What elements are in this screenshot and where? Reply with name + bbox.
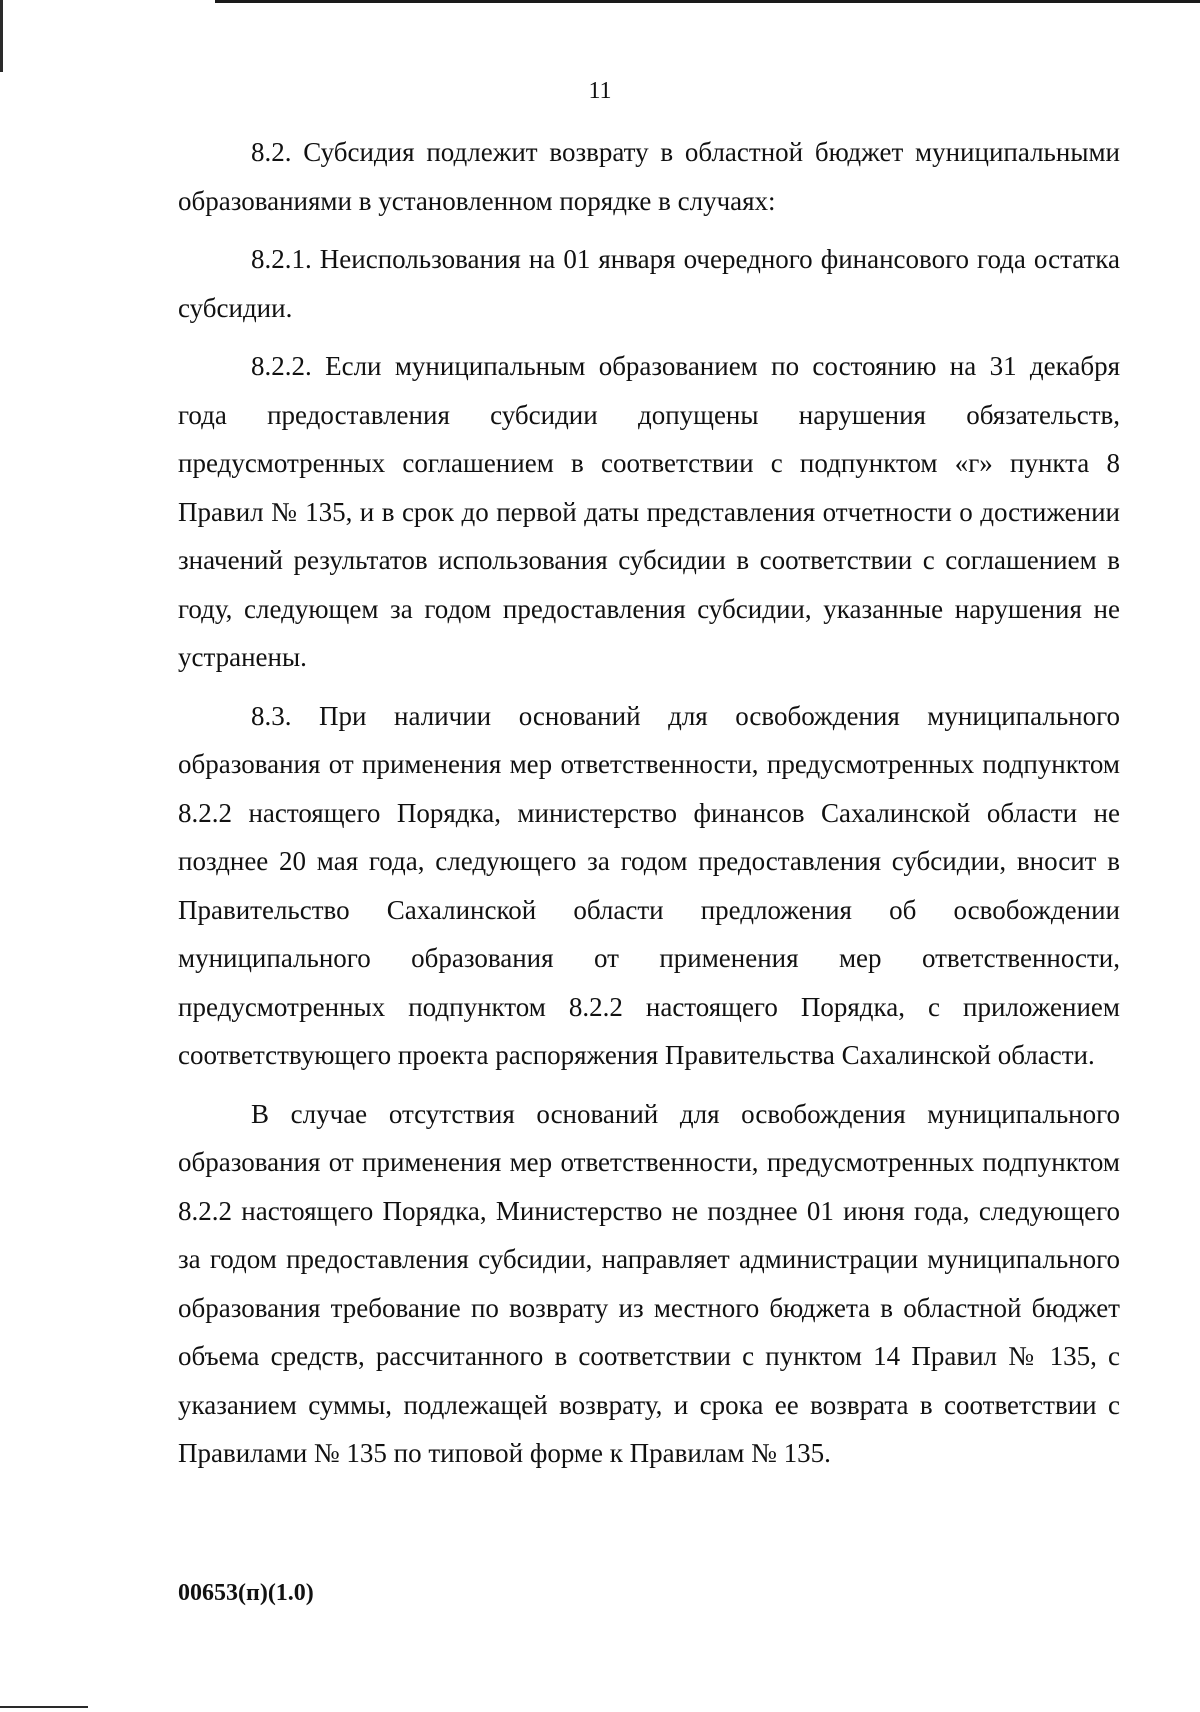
paragraph-8-2-1: 8.2.1. Неиспользования на 01 января очередного финансового года остатка субсидии. xyxy=(178,244,1120,323)
paragraph-8-2: 8.2. Субсидия подлежит возврату в областной бюджет муниципальными образованиями в установленном порядке в случаях: xyxy=(178,137,1120,216)
scan-left-edge-mark xyxy=(0,0,3,72)
scan-top-border-line xyxy=(215,0,1200,3)
document-body xyxy=(178,128,1120,1478)
paragraph-8-3: 8.3. При наличии оснований для освобождения муниципального образования от применения мер ответственности, предусмотренных подпунктом 8.2.2 настоящего Порядка, министерство финансов Сахалинской области не позднее 20 мая года, следующего за годом предоставления субсидии, вносит в Правительство Сахалинской области предложения об освобождении муниципального образования от применения мер ответственности, предусмотренных подпунктом 8.2.2 настоящего Порядка, с приложением соответствующего проекта распоряжения Правительства Сахалинской области. xyxy=(178,700,1120,1070)
paragraph-8-2-2: 8.2.2. Если муниципальным образованием по состоянию на 31 декабря года предоставления субсидии допущены нарушения обязательств, предусмотренных соглашением в соответствии с подпунктом «г» пункта 8 Правил № 135, и в срок до первой даты представления отчетности о достижении значений результатов использования субсидии в соответствии с соглашением в году, следующем за годом предоставления субсидии, указанные нарушения не устранены. xyxy=(178,351,1120,672)
document-code: 00653(п)(1.0) xyxy=(178,1580,314,1606)
page-number: 11 xyxy=(588,78,612,104)
scan-bottom-edge-mark xyxy=(0,1706,88,1708)
paragraph-no-grounds: В случае отсутствия оснований для освобождения муниципального образования от применения мер ответственности, предусмотренных подпунктом 8.2.2 настоящего Порядка, Министерство не позднее 01 июня года, следующего за годом предоставления субсидии, направляет администрации муниципального образования требование по возврату из местного бюджета в областной бюджет объема средств, рассчитанного в соответствии с пунктом 14 Правил № 135, с указанием суммы, подлежащей возврату, и срока ее возврата в соответствии с Правилами № 135 по типовой форме к Правилам № 135. xyxy=(178,1098,1120,1468)
